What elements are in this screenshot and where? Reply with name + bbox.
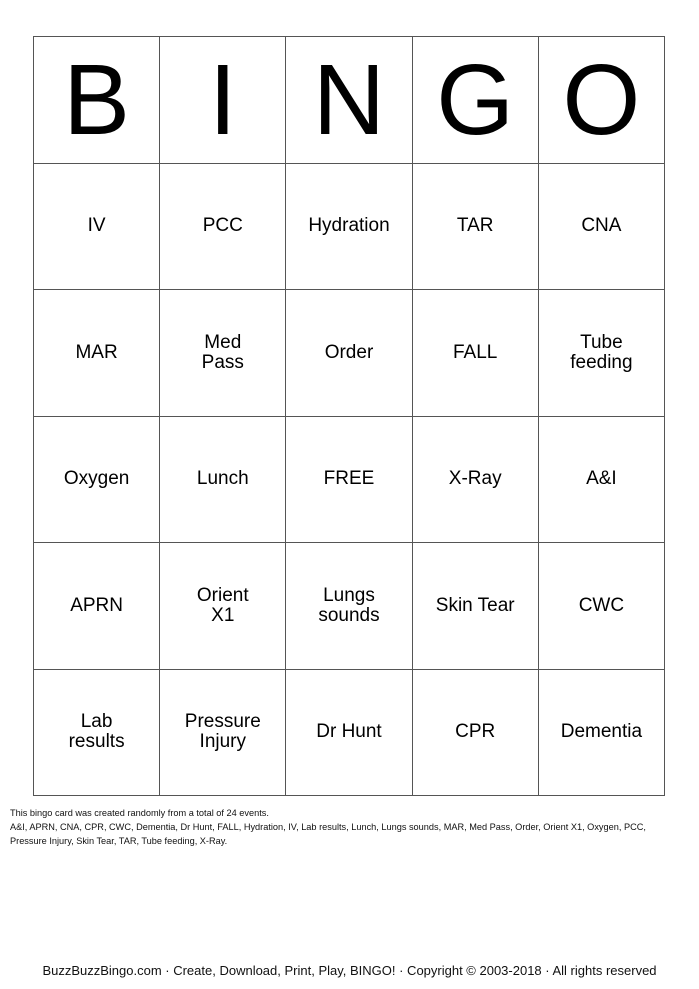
cell-text: Med Pass [201,331,244,373]
cell-text: Hydration [308,215,390,237]
bingo-cell [539,670,665,797]
bingo-cell [539,417,665,544]
cell-text: TAR [456,215,494,237]
cell-text: Dr Hunt [316,721,382,743]
cell-text: FREE [323,468,375,490]
bingo-cell [160,290,286,417]
cell-text: FALL [453,341,498,363]
bingo-cell [160,543,286,670]
cell-text: Order [324,341,374,363]
card-info [10,806,675,848]
bingo-cell [286,543,412,670]
header-letter-n: N [286,37,412,164]
bingo-cell [286,670,412,797]
bingo-cell [286,164,412,291]
cell-text: CPR [455,721,496,743]
bingo-cell [34,670,160,797]
cell-text: Orient X1 [196,584,249,626]
cell-text: Tube feeding [570,331,633,373]
cell-text: CNA [581,215,622,237]
bingo-cell [34,290,160,417]
bingo-cell [539,290,665,417]
card-info-summary: This bingo card was created randomly from a total of 24 events. [10,808,269,818]
bingo-cell [413,290,539,417]
free-space-cell [286,417,412,544]
bingo-cell [413,543,539,670]
header-letter-b: B [34,37,160,164]
cell-text: CWC [578,594,625,616]
bingo-cell [34,417,160,544]
card-info-event-list: A&I, APRN, CNA, CPR, CWC, Dementia, Dr Hunt, FALL, Hydration, IV, Lab results, Lunch, Lungs sounds, MAR, Med Pass, Order, Orient X1, Oxygen, PCC, Pressure Injury, Skin Tear, TAR, Tube feeding, X-Ray. [10,822,646,846]
cell-text: Lungs sounds [318,584,380,626]
cell-text: Lab results [68,711,125,753]
cell-text: PCC [202,215,243,237]
bingo-cell [286,290,412,417]
header-letter-o: O [539,37,665,164]
cell-text: IV [87,215,106,237]
cell-text: Dementia [560,721,643,743]
cell-text: Oxygen [63,468,130,490]
cell-text: A&I [586,468,617,490]
cell-text: Lunch [196,468,249,490]
bingo-card [33,36,665,796]
cell-text: Skin Tear [435,594,515,616]
cell-text: MAR [75,341,118,363]
header-letter-i: I [160,37,286,164]
bingo-cell [539,164,665,291]
header-letter-g: G [413,37,539,164]
bingo-cell [34,164,160,291]
cell-text: APRN [70,594,123,616]
bingo-cell [539,543,665,670]
bingo-cell [160,670,286,797]
cell-text: Pressure Injury [184,711,261,753]
bingo-cell [413,164,539,291]
bingo-cell [160,417,286,544]
bingo-cell [34,543,160,670]
bingo-cell [413,417,539,544]
bingo-cell [160,164,286,291]
bingo-cell [413,670,539,797]
footer-copyright: BuzzBuzzBingo.com · Create, Download, Print, Play, BINGO! · Copyright © 2003-2018 · All rights reserved [42,963,657,978]
cell-text: X-Ray [448,468,502,490]
